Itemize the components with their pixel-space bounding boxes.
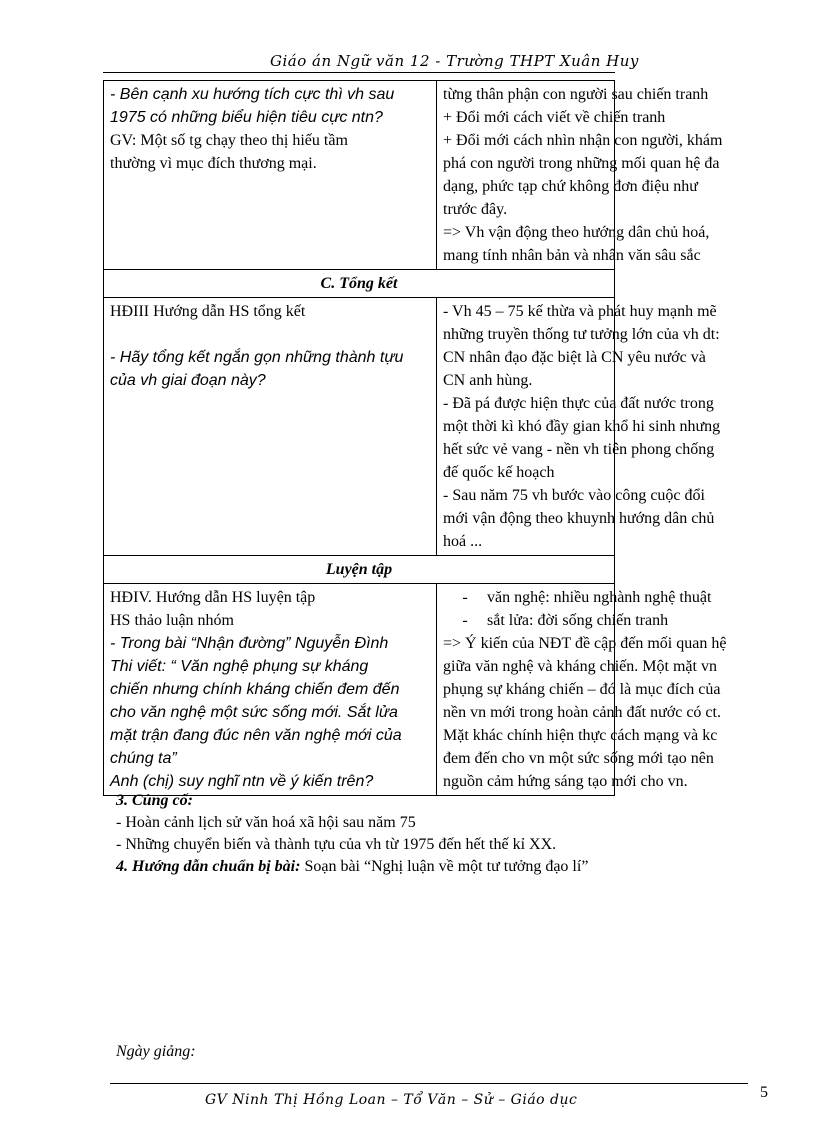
row3-right-line: phụng sự kháng chiến – đó là mục đích của [443,681,721,698]
row2-right-line: hết sức vẻ vang - nền vh tiên phong chống [443,441,715,458]
row1-right-line: mang tính nhân bản và nhân văn sâu sắc [443,247,701,264]
huong-dan-heading: 4. Hướng dẫn chuẩn bị bài: [116,858,301,875]
lesson-tail [116,790,676,878]
row3-right-line: => Ý kiến của NĐT đề cập đến mối quan hệ [443,635,727,652]
row2-right-line: một thời kì khó đầy gian khổ hi sinh nhưng [443,418,721,435]
row1-right-line: + Đổi mới cách viết về chiến tranh [443,109,666,126]
row1-left-line: 1975 có những biểu hiện tiêu cực ntn? [110,109,383,126]
table-row [104,584,615,796]
page-header: Giáo án Ngữ văn 12 - Trường THPT Xuân Huy [270,52,639,70]
row1-right-line: => Vh vận động theo hướng dân chủ hoá, [443,224,710,241]
row1-left-line: GV: Một số tg chạy theo thị hiếu tầm [110,132,348,149]
page-footer: GV Ninh Thị Hồng Loan – Tổ Văn – Sử – Giáo dục [205,1092,578,1108]
table-row [104,270,615,298]
section-heading-tong-ket: C. Tổng kết [104,270,615,298]
table-row [104,556,615,584]
row1-right-line: + Đổi mới cách nhìn nhận con người, khám [443,132,723,149]
row3-left-line: HS thảo luận nhóm [110,612,234,629]
bullet-text: văn nghệ: nhiều nghành nghệ thuật [487,589,712,606]
page-number: 5 [760,1084,768,1101]
row3-left-question: Thi viết: “ Văn nghệ phụng sự kháng [110,658,369,675]
footer-rule [110,1083,748,1084]
section-heading-luyen-tap: Luyện tập [104,556,615,584]
row3-left-question: - Trong bài “Nhận đường” Nguyễn Đình [110,635,389,652]
row2-left-title: HĐIII Hướng dẫn HS tổng kết [110,303,306,320]
row2-left-question: - Hãy tổng kết ngắn gọn những thành tựu [110,349,404,366]
huong-dan-line [116,856,676,878]
row1-left-line: - Bên cạnh xu hướng tích cực thì vh sau [110,86,395,103]
table-row [104,298,615,556]
row2-right-line: - Đã pá được hiện thực của đất nước trong [443,395,714,412]
row3-right-line: nền vn mới trong hoàn cảnh đất nước có ct. [443,704,721,721]
row2-right-line: đế quốc kế hoạch [443,464,555,481]
row3-left-cell [104,584,437,796]
row3-left-question: mặt trận đang đúc nên văn nghệ mới của [110,727,402,744]
row3-left-question: Anh (chị) suy nghĩ ntn về ý kiến trên? [110,773,374,790]
row2-left-question: của vh giai đoạn này? [110,372,266,389]
spacer [110,323,430,346]
bullet-item [443,609,669,632]
row3-right-line: Mặt khác chính hiện thực cách mạng và kc [443,727,718,744]
cung-co-item: - Hoàn cảnh lịch sử văn hoá xã hội sau năm 75 [116,814,416,831]
row3-right-cell [437,584,727,796]
cung-co-item: - Những chuyển biến và thành tựu của vh từ 1975 đến hết thế kỉ XX. [116,836,557,853]
row1-right-line: từng thân phận con người sau chiến tranh [443,86,709,103]
row2-right-line: - Sau năm 75 vh bước vào công cuộc đổi [443,487,705,504]
row3-right-line: nguồn cảm hứng sáng tạo mới cho vn. [443,773,688,790]
row3-left-question: cho văn nghệ một sức sống mới. Sắt lửa [110,704,398,721]
row1-right-line: phá con người trong những mối quan hệ đa [443,155,720,172]
row2-right-line: những truyền thống tư tưởng lớn của vh dt: [443,326,720,343]
row1-right-cell [437,81,723,270]
row3-right-line: giữa văn nghệ và kháng chiến. Một mặt vn [443,658,717,675]
row1-right-line: trước đây. [443,201,508,218]
row1-right-line: dạng, phức tạp chứ không đơn điệu như [443,178,698,195]
row3-right-line: đem đến cho vn một sức sống mới tạo nên [443,750,714,767]
cung-co-heading: 3. Củng cố: [116,792,193,809]
lesson-table [103,80,727,796]
row2-right-line: CN anh hùng. [443,372,533,389]
bullet-text: sắt lửa: đời sống chiến tranh [487,612,669,629]
row2-right-line: mới vận động theo khuynh hướng dân chủ [443,510,715,527]
dash-icon: - [462,589,468,606]
row2-right-line: CN nhân đạo đặc biệt là CN yêu nước và [443,349,706,366]
table-row [104,81,615,270]
row2-right-cell [437,298,721,556]
huong-dan-text: Soạn bài “Nghị luận về một tư tưởng đạo lí” [300,858,589,875]
row2-right-line: hoá ... [443,533,483,550]
dash-icon: - [462,612,468,629]
row2-left-cell [104,298,437,556]
row1-left-cell [104,81,437,270]
bullet-item [443,586,712,609]
row3-left-question: chiến nhưng chính kháng chiến đem đến [110,681,400,698]
row3-left-question: chúng ta” [110,750,177,767]
row2-right-line: - Vh 45 – 75 kế thừa và phát huy mạnh mẽ [443,303,717,320]
header-rule [103,72,615,73]
date-label: Ngày giảng: [116,1043,196,1060]
row3-left-line: HĐIV. Hướng dẫn HS luyện tập [110,589,316,606]
row1-left-line: thường vì mục đích thương mại. [110,155,317,172]
